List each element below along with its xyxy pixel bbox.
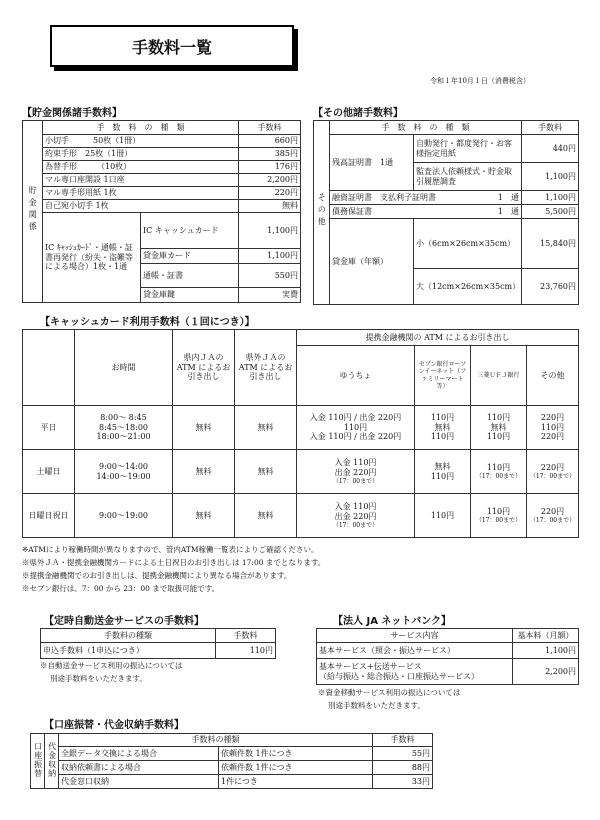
table-row: 大（12cm×26cm×35cm） 23,760円	[314, 269, 579, 305]
col-in-pref: 県内ＪＡのATM によるお引き出し	[173, 330, 235, 406]
other-col-type: 手 数 料 の 種 類	[330, 121, 522, 135]
col-others: その他	[527, 346, 579, 406]
cash-table	[22, 329, 579, 538]
table-row: 貸金庫カード 1,100円	[23, 249, 301, 264]
table-row: IC ｷｬｯｼｭｶｰﾄﾞ・通帳・証書再発行（紛失・盗難等による場合）1枚・1通 IC キャッシュカード 1,100円	[23, 213, 301, 249]
savings-table	[22, 120, 301, 303]
auto-table: 手数料の種類 手数料 申込手数料（1申込につき） 110円	[40, 628, 276, 659]
transfer-table: 口座振替 代金収納 手数料の種類 手数料 全銀データ交換による場合 依頼件数 1件につき 55円 収納依頼書による場合 依頼件数 1件につき 88円 代金窓口収納 1件につき 33円	[30, 733, 433, 789]
savings-col-type: 手 数 料 の 種 類	[43, 121, 239, 135]
transfer-side-2: 代金収納	[45, 734, 59, 789]
other-side-label: その他	[314, 121, 330, 305]
netbank-heading: 【法人 JA ネットバンク】	[333, 616, 452, 627]
table-row: 申込手数料（1申込につき） 110円	[41, 643, 276, 659]
partner-header: 提携金融機関の ATM によるお引き出し	[297, 330, 579, 346]
table-row: マル専手形用紙 1枚 220円	[23, 187, 301, 200]
table-row: 基本サービス+伝送サービス （給与振込・総合振込・口座振込サービス） 2,200円	[317, 659, 579, 685]
page-title: 手数料一覧	[50, 25, 294, 67]
table-row: 残高証明書 1通 自動発行・都度発行・お客様指定用紙 440円	[314, 135, 579, 163]
table-row: 融資証明書 支払利子証明書 1 通 1,100円	[314, 191, 579, 205]
savings-col-fee: 手数料	[239, 121, 301, 135]
date-note: 令和１年10月１日（消費税含）	[430, 77, 530, 85]
table-row: 平日 8:00～ 8:45 8:45～18:00 18:00～21:00 無料 無料 入金 110円 / 出金 220円 110円 入金 110円 / 出金 220円 110円 無料 110円 110円 無料 110円 220円 110円 220円	[23, 406, 579, 450]
table-row: 貸金庫（年額） 小（6cm×26cm×35cm） 15,840円	[314, 219, 579, 269]
table-row: 土曜日 9:00～14:00 14:00～19:00 無料 無料 入金 110円 出金 220円 （17：00まで） 無料 110円 110円 （17：00まで） 220円 （17：00まで）	[23, 450, 579, 494]
table-row: 収納依頼書による場合 依頼件数 1件につき 88円	[31, 761, 433, 775]
col-time: お時間	[75, 330, 173, 406]
netbank-table: サービス内容 基本料（月額） 基本サービス（照会・振込サービス） 1,100円 基本サービス+伝送サービス （給与振込・総合振込・口座振込サービス） 2,200円	[316, 628, 579, 685]
auto-notes: ※自動送金サービス利用の振込については 別途手数料をいただきます。	[40, 661, 183, 683]
table-row: 全銀データ交換による場合 依頼件数 1件につき 55円	[31, 747, 433, 761]
col-mufg: 三菱ＵＦＪ銀行	[471, 346, 527, 406]
balance-cert-label: 残高証明書 1通	[330, 135, 414, 191]
table-row: 通帳・証書 550円	[23, 264, 301, 288]
table-row: 貸金庫鍵 実費	[23, 288, 301, 303]
savings-heading: 【貯金関係諸手数料】	[22, 108, 122, 119]
table-row: 代金窓口収納 1件につき 33円	[31, 775, 433, 789]
table-row: 自己宛小切手 1枚 無料	[23, 200, 301, 213]
card-reissue-label: IC ｷｬｯｼｭｶｰﾄﾞ・通帳・証書再発行（紛失・盗難等による場合）1枚・1通	[43, 213, 141, 303]
other-col-fee: 手数料	[522, 121, 579, 135]
table-row: 為替手形 （10枚） 176円	[23, 161, 301, 174]
table-row: 基本サービス（照会・振込サービス） 1,100円	[317, 643, 579, 659]
table-row: 小切手 50枚（1冊） 660円	[23, 135, 301, 148]
netbank-notes: ※資金移動サービス利用の振込については 別途手数料をいただきます。	[318, 688, 461, 710]
table-row: 約束手形 25枚（1冊） 385円	[23, 148, 301, 161]
table-row: 債務保証書 1 通 5,500円	[314, 205, 579, 219]
cash-heading: 【キャッシュカード利用手数料（１回につき）】	[40, 317, 255, 328]
table-row: 監査法人依頼様式・貯金取引履歴調査 1,100円	[314, 163, 579, 191]
col-seven: セブン銀行ローソンイーネット（ファミリーマート等）	[415, 346, 471, 406]
col-yucho: ゆうちょ	[297, 346, 415, 406]
other-heading: 【その他諸手数料】	[313, 108, 403, 119]
table-row: 日曜日祝日 9:00～19:00 無料 無料 入金 110円 出金 220円 （17：00まで） 110円 110円 （17：00まで） 220円 （17：00まで）	[23, 494, 579, 538]
transfer-heading: 【口座振替・代金収納手数料】	[44, 720, 184, 731]
savings-side-label: 貯金関係	[23, 121, 43, 303]
auto-heading: 【定時自動送金サービスの手数料】	[44, 616, 204, 627]
transfer-side-1: 口座振替	[31, 734, 45, 789]
other-table	[313, 120, 579, 305]
col-out-pref: 県外ＪＡのATM によるお引き出し	[235, 330, 297, 406]
table-row: マル専口座開設 1口座 2,200円	[23, 174, 301, 187]
cash-notes: ※ATMにより稼働時間が異なりますので、管内ATM稼働一覧表によりご確認ください。 ※県外ＪＡ・提携金融機関カードによる土日祝日のお引き出しは 17:00 までとなります。 ※提携金融機関でのお引き出しは、提携金融機関により異なる場合があります。 ※セブン銀行は、7：00 から 23：00 まで取扱可能です。	[22, 545, 326, 593]
safe-deposit-label: 貸金庫（年額）	[330, 219, 414, 305]
